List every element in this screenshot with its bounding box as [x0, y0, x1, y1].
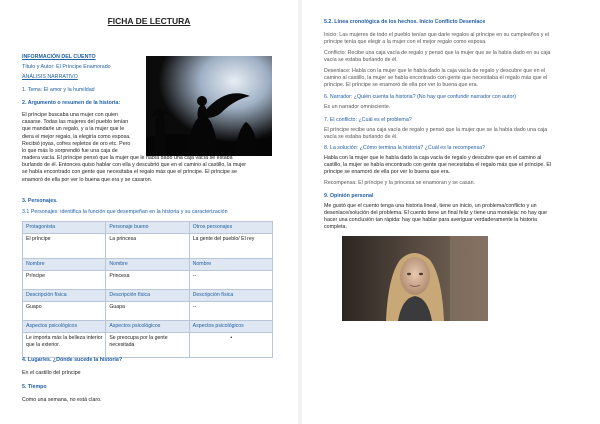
- table-label-cell: Descripción física: [189, 290, 272, 302]
- table-row: [23, 234, 273, 259]
- text-line: El príncipe recibe una caja vacía de regalo y pensó que la mujer que se la había dado una caja: [324, 127, 548, 133]
- table-cell: Se preocupa por la gente necesitada: [106, 333, 189, 358]
- timeline-conflicto: [324, 50, 582, 64]
- conflict-answer: [324, 127, 582, 141]
- text-line: vacía se estaba burlando de él.: [324, 57, 398, 63]
- table-cell: Guapa: [106, 302, 189, 321]
- summary-paragraph-bottom: [22, 155, 274, 184]
- table-cell: •: [189, 333, 272, 358]
- place-heading: 4. Lugar/es. ¿Dónde sucede la historia?: [22, 357, 123, 363]
- table-header-cell: Personaje bueno: [106, 222, 189, 234]
- prince-silhouette-illustration: [146, 56, 272, 156]
- solution-answer: [324, 155, 582, 176]
- text-line: príncipe tenía que elegir a la mujer con el mejor regalo como esposa.: [324, 39, 487, 45]
- timeline-desenlace: [324, 68, 582, 89]
- info-heading: INFORMACIÓN DEL CUENTO: [22, 54, 96, 60]
- summary-line: burlando de él. Entonces quiso hablar con ella y descubrió que en el camino al castillo, la mujer: [22, 162, 247, 169]
- summary-line: El príncipe buscaba una mujer con quien: [22, 112, 118, 118]
- table-row: [23, 321, 273, 333]
- table-label-cell: Aspectos psicológicos: [23, 321, 106, 333]
- table-row: [23, 222, 273, 234]
- text-line: Conflicto: Recibe una caja vacía de regalo y pensó que la mujer que se la había dado en su caja: [324, 50, 551, 56]
- table-cell: Guapo: [23, 302, 106, 321]
- table-row: [23, 259, 273, 271]
- table-label-cell: Nombre: [106, 259, 189, 271]
- table-label-cell: Descripción física: [106, 290, 189, 302]
- solution-heading: 8. La solución: ¿Cómo termina la historia? ¿Cuál es la recompensa?: [324, 145, 486, 151]
- narrator-answer: Es un narrador omnisciente.: [324, 104, 391, 110]
- time-heading: 5. Tiempo: [22, 384, 47, 390]
- characters-subheading: 3.1 Personajes: identifica la función que desempeñan en la historia y su caracterización: [22, 209, 228, 215]
- table-cell: --: [189, 302, 272, 321]
- table-label-cell: Aspectos psicológicos: [189, 321, 272, 333]
- table-header-cell: Otros personajes: [189, 222, 272, 234]
- summary-line: lo que más lo sorprendió fue una caja de: [22, 148, 118, 155]
- text-line: príncipe. El príncipe se enamoró de ella por ver lo buena que era.: [324, 82, 478, 88]
- text-line: Me gustó que el cuento tenga una historia lineal, tiene un inicio, un problema/conflicto y un: [324, 203, 537, 209]
- timeline-inicio: [324, 32, 582, 46]
- table-row: [23, 333, 273, 358]
- summary-line: se había encontrado con gente que necesitaba el regalo más que el príncipe. El príncipe se: [22, 169, 237, 176]
- summary-line: diera el mejor regalo, la elegiría como esposa.: [22, 133, 131, 140]
- table-cell: Princesa: [106, 271, 189, 290]
- text-line: Habla con la mujer que le había dado la caja vacía de regalo y descubre que en el camino al: [324, 155, 542, 161]
- text-line: hacer una conclusión tan rápida: hay que hablar para averiguar verdaderamente la historia: [324, 217, 537, 223]
- table-row: [23, 290, 273, 302]
- conflict-heading: 7. El conflicto: ¿Cuál es el problema?: [324, 117, 412, 123]
- table-label-cell: Descripción física: [23, 290, 106, 302]
- webcam-frame-image: [342, 236, 488, 321]
- table-cell: Le importa más la belleza interior que la exterior.: [23, 333, 106, 358]
- table-label-cell: Nombre: [23, 259, 106, 271]
- time-answer: Como una semana, no está claro.: [22, 397, 102, 403]
- table-row: [23, 302, 273, 321]
- text-line: castillo, la mujer se había encontrado con gente que necesitaba el regalo más que el príncipe. El: [324, 162, 552, 168]
- theme: 1. Tema: El amor y la humildad: [22, 87, 95, 93]
- table-cell: El príncipe: [23, 234, 106, 259]
- reward-answer: Recompensa: El príncipe y la princesa se enamoran y se casan.: [324, 180, 476, 186]
- left-page: [0, 0, 298, 424]
- title-author: Título y Autor: El Príncipe Enamorado: [22, 64, 111, 70]
- text-line: vacía se estaba burlando de él.: [324, 134, 398, 140]
- summary-line: Recibió joyas, cofres repletos de oro etc. Pero: [22, 140, 131, 147]
- table-label-cell: Nombre: [189, 259, 272, 271]
- opinion-answer: [324, 203, 584, 231]
- table-label-cell: Aspectos psicológicos: [106, 321, 189, 333]
- place-answer: En el castillo del príncipe: [22, 370, 81, 376]
- right-page: [302, 0, 600, 424]
- table-cell: La gente del pueblo/ El rey: [189, 234, 272, 259]
- table-cell: --: [189, 271, 272, 290]
- text-line: príncipe se enamoró de ella por ver lo buena que era.: [324, 169, 451, 175]
- story-illustration: [146, 56, 272, 156]
- text-line: desenlace/solución del problema. El cuento tiene un final feliz y tiene una moraleja: no hay que: [324, 210, 547, 216]
- summary-line: madera vacía. El príncipe pensó que la mujer que le había dado una caja vacía se estaba: [22, 155, 233, 161]
- narrator-heading: 6. Narrador: ¿Quién cuenta la historia? (No hay que confundir narrador con autor): [324, 94, 516, 100]
- page-title: FICHA DE LECTURA: [107, 16, 191, 26]
- webcam-video[interactable]: [342, 236, 488, 321]
- summary-line: enamoró de ella por ver lo buena que era y se casaron.: [22, 176, 153, 183]
- timeline-heading: 5.2. Línea cronológica de los hechos. Inicio Conflicto Desenlace: [324, 19, 486, 25]
- text-line: Inicio: Las mujeres de todo el pueblo tenían que darle regalos al príncipe en su cumpleaños y el: [324, 32, 549, 38]
- summary-heading: 2. Argumento o resumen de la historia:: [22, 100, 121, 106]
- table-cell: La princesa: [106, 234, 189, 259]
- text-line: camino al castillo, la mujer se había encontrado con gente que necesitaba el regalo más que el: [324, 75, 548, 81]
- table-header-cell: Protagonista: [23, 222, 106, 234]
- opinion-heading: 9. Opinión personal: [324, 193, 374, 199]
- table-row: [23, 271, 273, 290]
- characters-heading: 3. Personajes.: [22, 198, 58, 204]
- text-line: completa.: [324, 224, 347, 230]
- characters-table: [22, 221, 273, 358]
- summary-paragraph-top: [22, 112, 142, 155]
- analysis-heading: ANÁLISIS NARRATIVO: [22, 74, 78, 80]
- text-line: Desenlace: Habla con la mujer que le había dado la caja vacía de regalo y descubre que en el: [324, 68, 546, 74]
- summary-line: que mandarle un regalo, y a la mujer que le: [22, 126, 125, 133]
- table-cell: Príncipe: [23, 271, 106, 290]
- summary-line: casarse. Todas las mujeres del pueblo tenían: [22, 119, 129, 126]
